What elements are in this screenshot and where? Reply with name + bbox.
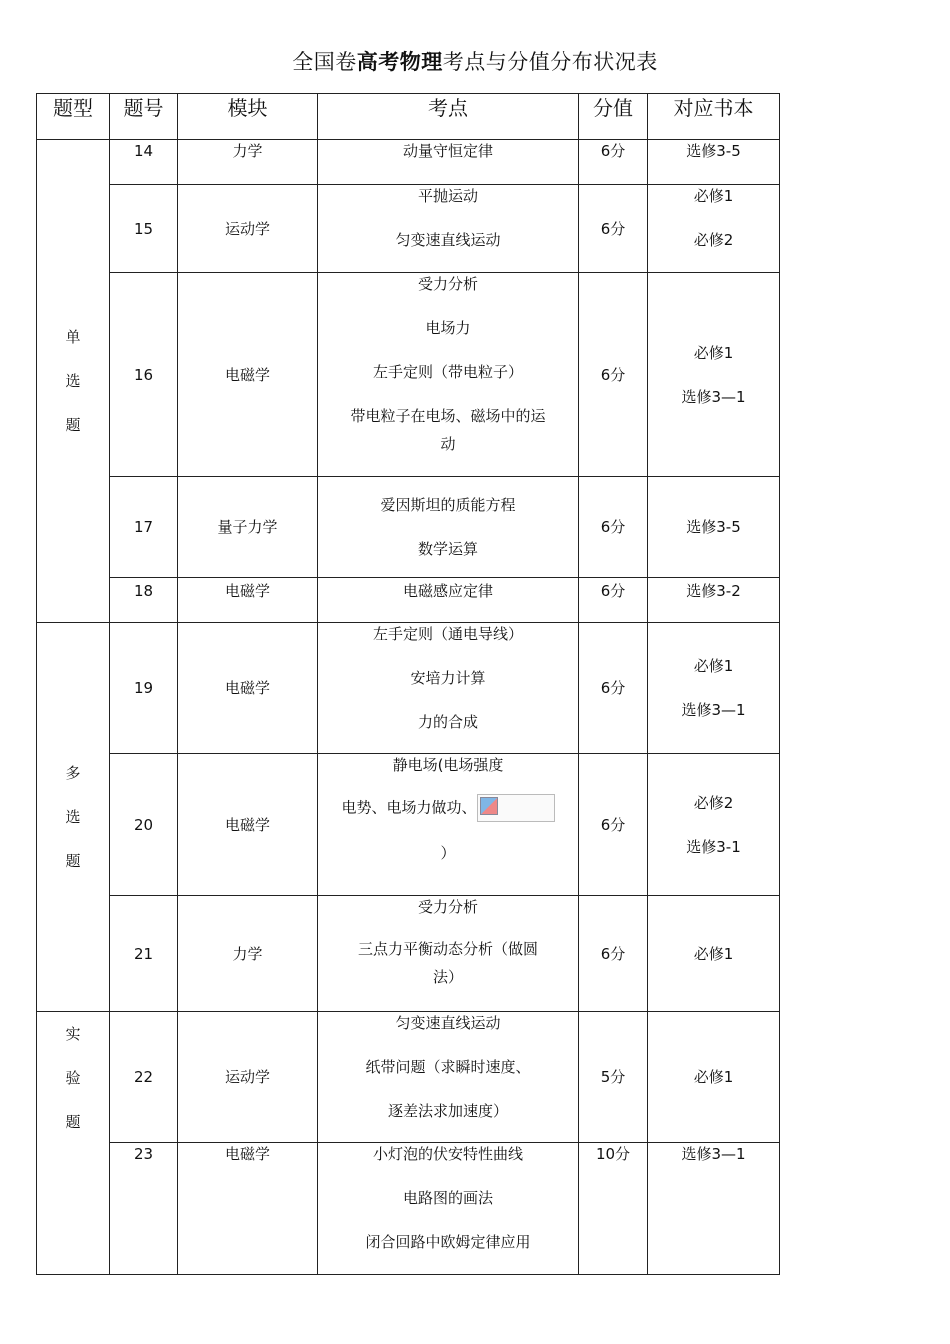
book-line: 必修1 bbox=[693, 187, 734, 205]
title-pre: 全国卷 bbox=[292, 50, 357, 74]
table-row bbox=[37, 273, 780, 477]
type-single bbox=[37, 140, 110, 623]
point-line: 法） bbox=[432, 968, 463, 986]
points bbox=[318, 578, 579, 623]
score: 6分 bbox=[579, 578, 648, 623]
table-row bbox=[37, 623, 780, 754]
point-line: 爱因斯坦的质能方程 bbox=[380, 496, 516, 514]
module: 电磁学 bbox=[178, 273, 318, 477]
header-type: 题型 bbox=[37, 94, 110, 140]
book-line: 必修1 bbox=[693, 1068, 734, 1086]
header-row bbox=[37, 94, 780, 140]
book bbox=[648, 273, 780, 477]
module: 力学 bbox=[178, 896, 318, 1012]
point-line: 左手定则（通电导线） bbox=[372, 625, 523, 643]
book bbox=[648, 578, 780, 623]
type-multi bbox=[37, 623, 110, 1012]
score: 5分 bbox=[579, 1012, 648, 1143]
point-line: 电场力 bbox=[425, 319, 471, 337]
question-number: 17 bbox=[110, 477, 178, 578]
type-char: 单 bbox=[65, 328, 81, 346]
book-line: 选修3-5 bbox=[686, 142, 741, 160]
type-char: 题 bbox=[65, 416, 81, 434]
point-line: 电势、电场力做功、 bbox=[341, 798, 477, 817]
book bbox=[648, 477, 780, 578]
type-char: 选 bbox=[65, 372, 81, 390]
table-row bbox=[37, 140, 780, 185]
question-number: 20 bbox=[110, 754, 178, 896]
point-line: 闭合回路中欧姆定律应用 bbox=[365, 1233, 531, 1251]
type-char: 题 bbox=[65, 1113, 81, 1131]
book-line: 选修3-5 bbox=[686, 518, 741, 536]
points bbox=[318, 1012, 579, 1143]
page-title bbox=[0, 46, 950, 76]
point-line: 匀变速直线运动 bbox=[395, 231, 501, 249]
points bbox=[318, 185, 579, 273]
question-number: 18 bbox=[110, 578, 178, 623]
point-line: 左手定则（带电粒子） bbox=[372, 363, 523, 381]
question-number: 14 bbox=[110, 140, 178, 185]
table-row bbox=[37, 754, 780, 896]
question-number: 21 bbox=[110, 896, 178, 1012]
question-number: 19 bbox=[110, 623, 178, 754]
header-module: 模块 bbox=[178, 94, 318, 140]
table-row bbox=[37, 896, 780, 1012]
table-row bbox=[37, 477, 780, 578]
header-book: 对应书本 bbox=[648, 94, 780, 140]
question-number: 16 bbox=[110, 273, 178, 477]
module: 电磁学 bbox=[178, 1143, 318, 1275]
book bbox=[648, 185, 780, 273]
table-row bbox=[37, 185, 780, 273]
point-line: 电路图的画法 bbox=[402, 1189, 493, 1207]
book-line: 必修1 bbox=[693, 944, 734, 963]
book bbox=[648, 754, 780, 896]
question-number: 22 bbox=[110, 1012, 178, 1143]
score: 6分 bbox=[579, 185, 648, 273]
point-line: 受力分析 bbox=[417, 898, 478, 916]
header-points: 考点 bbox=[318, 94, 579, 140]
point-line: 电磁感应定律 bbox=[402, 582, 493, 600]
score: 10分 bbox=[579, 1143, 648, 1275]
points bbox=[318, 140, 579, 185]
type-char: 实 bbox=[65, 1025, 81, 1043]
score: 6分 bbox=[579, 477, 648, 578]
type-experiment bbox=[37, 1012, 110, 1275]
score: 6分 bbox=[579, 896, 648, 1012]
point-line: 动 bbox=[440, 435, 456, 453]
points bbox=[318, 1143, 579, 1275]
module: 电磁学 bbox=[178, 623, 318, 754]
point-line: 力的合成 bbox=[417, 713, 478, 731]
header-score: 分值 bbox=[579, 94, 648, 140]
book-line: 选修3-1 bbox=[686, 837, 741, 856]
points bbox=[318, 477, 579, 578]
score-table bbox=[36, 93, 780, 1275]
question-number: 23 bbox=[110, 1143, 178, 1275]
module: 力学 bbox=[178, 140, 318, 185]
book bbox=[648, 623, 780, 754]
point-line: 匀变速直线运动 bbox=[395, 1014, 501, 1032]
point-line: 带电粒子在电场、磁场中的运 bbox=[350, 407, 546, 425]
title-bold: 高考物理 bbox=[356, 49, 443, 74]
module: 电磁学 bbox=[178, 754, 318, 896]
book bbox=[648, 140, 780, 185]
point-line: 逐差法求加速度） bbox=[387, 1102, 508, 1120]
book bbox=[648, 1143, 780, 1275]
book-line: 必修1 bbox=[693, 343, 734, 362]
table-row bbox=[37, 1012, 780, 1143]
point-line: 平抛运动 bbox=[417, 187, 478, 205]
points bbox=[318, 273, 579, 477]
point-line: 小灯泡的伏安特性曲线 bbox=[372, 1145, 523, 1163]
table-row bbox=[37, 1143, 780, 1275]
score: 6分 bbox=[579, 754, 648, 896]
score: 6分 bbox=[579, 623, 648, 754]
points bbox=[318, 754, 579, 896]
table-row bbox=[37, 578, 780, 623]
book-line: 选修3—1 bbox=[681, 1145, 746, 1163]
book-line: 必修2 bbox=[693, 231, 734, 249]
point-line: 动量守恒定律 bbox=[402, 142, 493, 160]
book-line: 选修3—1 bbox=[681, 701, 746, 719]
module: 电磁学 bbox=[178, 578, 318, 623]
title-post: 考点与分值分布状况表 bbox=[442, 50, 658, 74]
book-line: 选修3—1 bbox=[681, 387, 746, 406]
broken-image-icon bbox=[477, 794, 555, 822]
type-char: 选 bbox=[65, 808, 81, 826]
type-char: 验 bbox=[65, 1069, 81, 1087]
score: 6分 bbox=[579, 140, 648, 185]
point-line: 纸带问题（求瞬时速度、 bbox=[365, 1058, 531, 1076]
point-line: 静电场(电场强度 bbox=[392, 756, 504, 774]
book bbox=[648, 896, 780, 1012]
module: 量子力学 bbox=[178, 477, 318, 578]
book-line: 选修3-2 bbox=[686, 582, 741, 600]
book-line: 必修2 bbox=[693, 793, 734, 812]
point-line: 受力分析 bbox=[417, 275, 478, 293]
point-line: 安培力计算 bbox=[410, 669, 486, 687]
point-line: 数学运算 bbox=[417, 540, 478, 558]
question-number: 15 bbox=[110, 185, 178, 273]
book-line: 必修1 bbox=[693, 657, 734, 675]
module: 运动学 bbox=[178, 1012, 318, 1143]
points bbox=[318, 896, 579, 1012]
header-num: 题号 bbox=[110, 94, 178, 140]
point-line: ） bbox=[440, 844, 456, 862]
points bbox=[318, 623, 579, 754]
book bbox=[648, 1012, 780, 1143]
point-line: 三点力平衡动态分析（做圆 bbox=[357, 940, 538, 958]
type-char: 多 bbox=[65, 764, 81, 782]
module: 运动学 bbox=[178, 185, 318, 273]
score: 6分 bbox=[579, 273, 648, 477]
type-char: 题 bbox=[65, 852, 81, 870]
